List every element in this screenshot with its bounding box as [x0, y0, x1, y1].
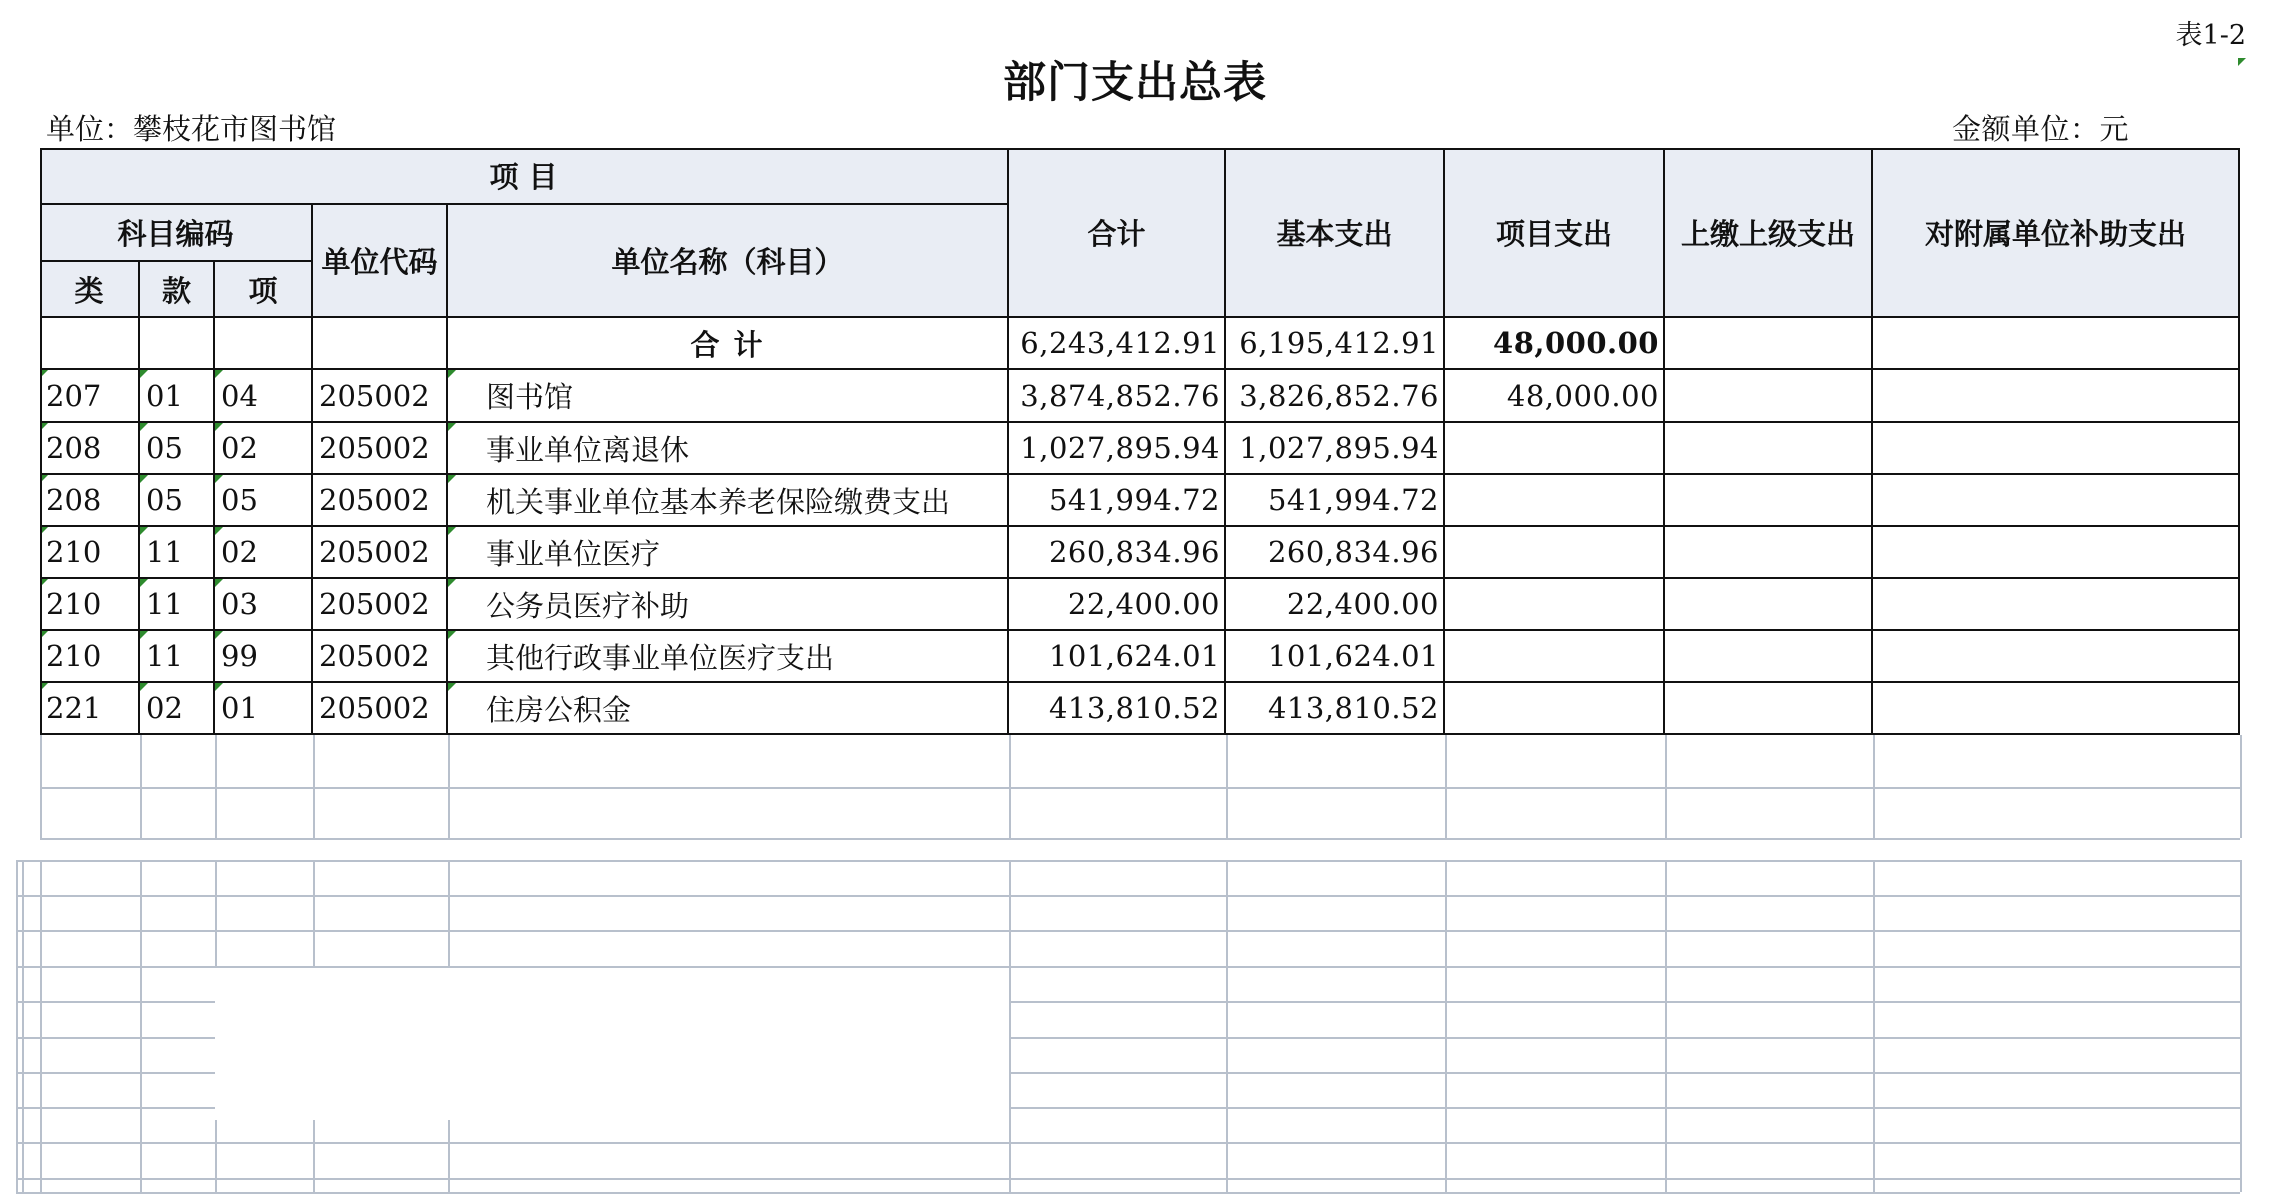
table-row-payment-to-superior-cell [1665, 631, 1873, 683]
project-header: 项 目 [40, 148, 1009, 205]
lower-grid-vertical-line [1665, 860, 1667, 1192]
lower-grid-horizontal-line [16, 860, 2240, 862]
table-row-project-expenditure-cell [1445, 527, 1665, 579]
section-header: 款 [140, 262, 215, 318]
lower-grid-vertical-line [1445, 860, 1447, 1192]
lower-grid-horizontal-line [16, 1072, 2240, 1074]
unit-label: 单位：攀枝花市图书馆 [46, 112, 337, 146]
lower-grid-horizontal-line [16, 966, 2240, 968]
table-row-subsidy-to-affiliated-units-cell [1873, 579, 2240, 631]
lower-grid-vertical-line [215, 860, 217, 1192]
total-row-total: 6,243,412.91 [1009, 318, 1226, 370]
lower-grid-horizontal-line [16, 1037, 2240, 1039]
lower-grid-vertical-line [2240, 860, 2242, 1192]
table-row-basic-expenditure-cell: 3,826,852.76 [1226, 370, 1445, 423]
table-row-unit-name-cell: 公务员医疗补助 [448, 579, 1009, 631]
table-row-subsidy-to-affiliated-units-cell [1873, 683, 2240, 735]
sheet-code: 表1-2 [2175, 20, 2246, 51]
empty-grid-vertical-line [40, 735, 42, 838]
subject-code-header: 科目编码 [40, 205, 313, 262]
table-row-unit-name-cell: 其他行政事业单位医疗支出 [448, 631, 1009, 683]
table-row-basic-expenditure-cell: 413,810.52 [1226, 683, 1445, 735]
lower-grid-vertical-line [1009, 860, 1011, 1192]
table-row-total-cell: 101,624.01 [1009, 631, 1226, 683]
empty-grid-horizontal-line [40, 838, 2240, 840]
empty-grid-vertical-line [1665, 735, 1667, 838]
unit-code-header: 单位代码 [313, 205, 448, 318]
empty-grid-vertical-line [1873, 735, 1875, 838]
table-row-basic-expenditure-cell: 101,624.01 [1226, 631, 1445, 683]
table-row-total-cell: 22,400.00 [1009, 579, 1226, 631]
table-row-unit-name-cell: 事业单位医疗 [448, 527, 1009, 579]
table-row-payment-to-superior-cell [1665, 423, 1873, 475]
table-row-item-cell: 04 [215, 370, 313, 423]
table-row-total-cell: 3,874,852.76 [1009, 370, 1226, 423]
lower-grid-vertical-line [1873, 860, 1875, 1192]
total-row-subsidy-to-affiliated-units [1873, 318, 2240, 370]
lower-grid-vertical-line [1226, 860, 1228, 1192]
table-row-section-cell: 05 [140, 475, 215, 527]
total-header: 合计 [1009, 148, 1226, 318]
unit-name-header: 单位名称（科目） [448, 205, 1009, 318]
total-row-basic-expenditure: 6,195,412.91 [1226, 318, 1445, 370]
lower-grid-vertical-line [140, 860, 142, 1192]
category-header: 类 [40, 262, 140, 318]
empty-grid-vertical-line [1226, 735, 1228, 838]
subsidy-to-affiliated-units-header: 对附属单位补助支出 [1873, 148, 2240, 318]
table-row-basic-expenditure-cell: 541,994.72 [1226, 475, 1445, 527]
table-row-unit-code-cell: 205002 [313, 423, 448, 475]
table-row-section-cell: 05 [140, 423, 215, 475]
table-row-total-cell: 260,834.96 [1009, 527, 1226, 579]
lower-grid-horizontal-line [16, 930, 2240, 932]
table-row-payment-to-superior-cell [1665, 370, 1873, 423]
table-row-subsidy-to-affiliated-units-cell [1873, 527, 2240, 579]
amount-unit-label: 金额单位：元 [1952, 112, 2130, 146]
table-row-subsidy-to-affiliated-units-cell [1873, 423, 2240, 475]
table-row-item-cell: 02 [215, 527, 313, 579]
empty-grid-vertical-line [1009, 735, 1011, 838]
lower-grid-horizontal-line [16, 1107, 2240, 1109]
lower-grid-vertical-line [448, 860, 450, 1192]
table-row-unit-name-cell: 事业单位离退休 [448, 423, 1009, 475]
table-row-basic-expenditure-cell: 260,834.96 [1226, 527, 1445, 579]
total-row-blank-cell [215, 318, 313, 370]
table-row-unit-code-cell: 205002 [313, 475, 448, 527]
lower-grid-vertical-line [22, 860, 24, 1192]
table-row-unit-name-cell: 图书馆 [448, 370, 1009, 423]
table-row-item-cell: 03 [215, 579, 313, 631]
table-row-category-cell: 207 [40, 370, 140, 423]
table-row-payment-to-superior-cell [1665, 475, 1873, 527]
table-row-project-expenditure-cell [1445, 579, 1665, 631]
table-row-section-cell: 01 [140, 370, 215, 423]
table-row-section-cell: 11 [140, 527, 215, 579]
payment-to-superior-header: 上缴上级支出 [1665, 148, 1873, 318]
total-row-blank-cell [40, 318, 140, 370]
table-row-section-cell: 11 [140, 631, 215, 683]
lower-grid-horizontal-line [16, 1178, 2240, 1180]
table-row-subsidy-to-affiliated-units-cell [1873, 475, 2240, 527]
table-row-total-cell: 1,027,895.94 [1009, 423, 1226, 475]
table-row-unit-code-cell: 205002 [313, 683, 448, 735]
lower-blank-area [215, 968, 1009, 1120]
table-row-basic-expenditure-cell: 22,400.00 [1226, 579, 1445, 631]
table-row-total-cell: 541,994.72 [1009, 475, 1226, 527]
table-row-project-expenditure-cell [1445, 475, 1665, 527]
table-row-subsidy-to-affiliated-units-cell [1873, 370, 2240, 423]
lower-grid-vertical-line [313, 860, 315, 1192]
table-row-payment-to-superior-cell [1665, 579, 1873, 631]
table-row-unit-code-cell: 205002 [313, 527, 448, 579]
total-row-label: 合 计 [448, 318, 1009, 370]
total-row-payment-to-superior [1665, 318, 1873, 370]
lower-grid-horizontal-line [16, 895, 2240, 897]
empty-grid-vertical-line [1445, 735, 1447, 838]
table-row-category-cell: 221 [40, 683, 140, 735]
table-row-payment-to-superior-cell [1665, 683, 1873, 735]
empty-grid-horizontal-line [40, 787, 2240, 789]
table-row-unit-code-cell: 205002 [313, 370, 448, 423]
table-row-section-cell: 02 [140, 683, 215, 735]
empty-grid-vertical-line [140, 735, 142, 838]
lower-grid-vertical-line [40, 860, 42, 1192]
total-row-blank-cell [313, 318, 448, 370]
item-header: 项 [215, 262, 313, 318]
total-row-blank-cell [140, 318, 215, 370]
lower-grid-horizontal-line [16, 1142, 2240, 1144]
table-row-project-expenditure-cell [1445, 683, 1665, 735]
empty-grid-vertical-line [2240, 735, 2242, 838]
table-row-item-cell: 02 [215, 423, 313, 475]
table-row-category-cell: 210 [40, 527, 140, 579]
empty-grid-vertical-line [448, 735, 450, 838]
total-row-project-expenditure: 48,000.00 [1445, 318, 1665, 370]
table-row-unit-code-cell: 205002 [313, 631, 448, 683]
document-title: 部门支出总表 [1003, 58, 1267, 108]
table-row-category-cell: 208 [40, 475, 140, 527]
table-row-payment-to-superior-cell [1665, 527, 1873, 579]
table-row-category-cell: 210 [40, 579, 140, 631]
lower-grid-vertical-line [16, 860, 18, 1192]
empty-grid-vertical-line [313, 735, 315, 838]
project-expenditure-header: 项目支出 [1445, 148, 1665, 318]
table-row-unit-name-cell: 住房公积金 [448, 683, 1009, 735]
table-row-project-expenditure-cell: 48,000.00 [1445, 370, 1665, 423]
table-row-project-expenditure-cell [1445, 631, 1665, 683]
empty-grid-vertical-line [215, 735, 217, 838]
basic-expenditure-header: 基本支出 [1226, 148, 1445, 318]
table-row-unit-name-cell: 机关事业单位基本养老保险缴费支出 [448, 475, 1009, 527]
table-row-category-cell: 208 [40, 423, 140, 475]
table-row-category-cell: 210 [40, 631, 140, 683]
table-row-project-expenditure-cell [1445, 423, 1665, 475]
table-row-total-cell: 413,810.52 [1009, 683, 1226, 735]
table-row-unit-code-cell: 205002 [313, 579, 448, 631]
table-row-item-cell: 01 [215, 683, 313, 735]
table-row-section-cell: 11 [140, 579, 215, 631]
table-row-item-cell: 99 [215, 631, 313, 683]
lower-grid-horizontal-line [16, 1001, 2240, 1003]
table-row-subsidy-to-affiliated-units-cell [1873, 631, 2240, 683]
lower-grid-horizontal-line [16, 1192, 2240, 1194]
table-row-basic-expenditure-cell: 1,027,895.94 [1226, 423, 1445, 475]
table-row-item-cell: 05 [215, 475, 313, 527]
